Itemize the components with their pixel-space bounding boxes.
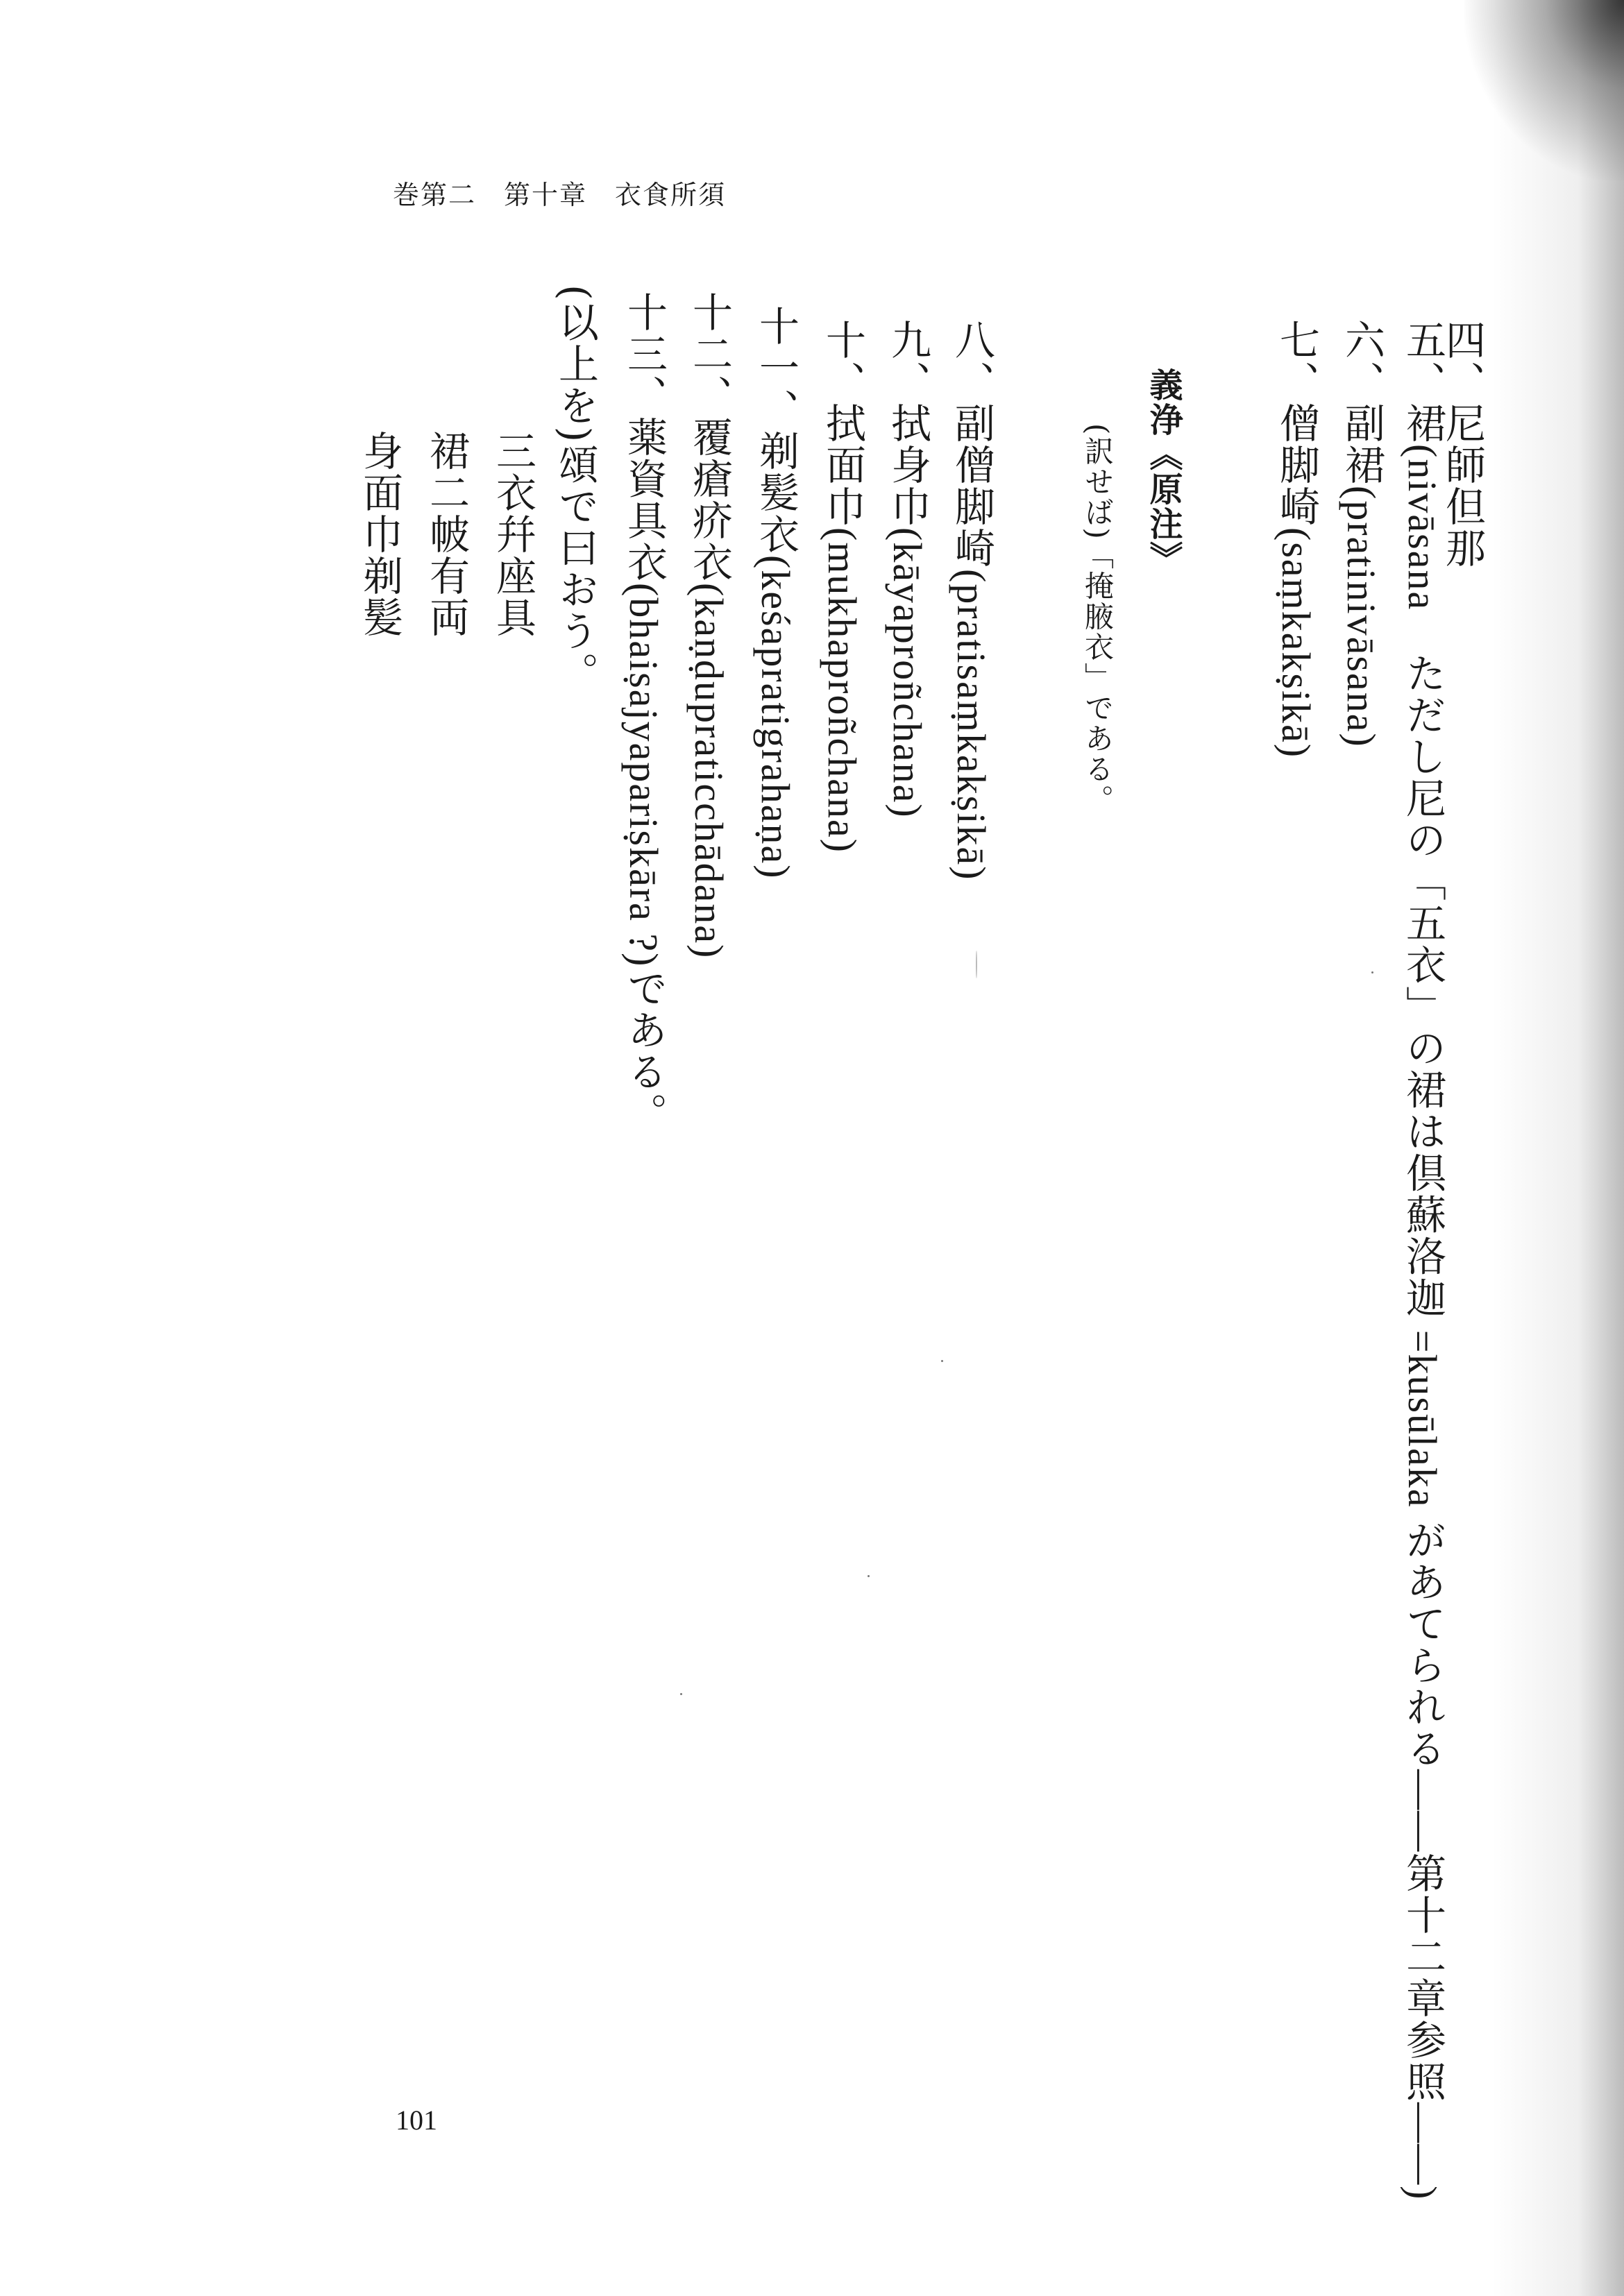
verse-line-3: 身面巾剃髪 <box>356 430 403 638</box>
header-volume: 巻第二 <box>393 180 477 210</box>
header-chapter: 第十章 <box>504 180 588 210</box>
header-title: 衣食所須 <box>615 180 727 210</box>
list-item-9: 九、拭身巾(kāyaproñchana) <box>885 319 930 819</box>
list-item-7: 七、僧脚崎(saṃkakṣikā) <box>1274 319 1319 759</box>
scan-speck <box>941 1360 943 1362</box>
scan-corner-shadow <box>1464 0 1624 180</box>
list-item-5: 五、裙(nivāsana ただし尼の「五衣」の裙は倶蘇洛迦 =kusūlaka があてられる――第十二章参照――) <box>1400 319 1445 2201</box>
scan-speck <box>680 1693 682 1695</box>
scan-speck <box>868 1575 870 1577</box>
verse-line-1: 三衣幷座具 <box>489 430 536 638</box>
verse-line-2: 裙二帔有両 <box>423 430 470 638</box>
page-number: 101 <box>396 2104 437 2136</box>
scan-speck <box>976 951 977 978</box>
list-item-13: 十三、薬資具衣(bhaiṣajyapariṣkāra ?)である。 <box>621 291 666 1134</box>
scan-speck <box>1371 971 1373 973</box>
note-heading: 義浄《原注》 <box>1144 368 1183 576</box>
list-item-12: 十二、覆瘡疥衣(kaṇḍupraticchādana) <box>686 291 731 960</box>
list-item-6: 六、副裙(pratinivāsana) <box>1339 319 1384 748</box>
note-text: (訳せば)「掩腋衣」である。 <box>1081 423 1115 815</box>
list-item-4: 四、尼師但那 <box>1439 319 1486 569</box>
verse-intro: (以上を)頌で曰おう。 <box>552 284 599 694</box>
running-header <box>393 173 754 212</box>
list-item-10: 十、拭面巾(mukhaproñchana) <box>820 319 865 854</box>
list-item-11: 十一、剃髪衣(keśapratigrahaṇa) <box>753 305 798 880</box>
scan-edge-shadow <box>1492 0 1624 2296</box>
list-item-8: 八、副僧脚崎(pratisaṃkakṣikā) <box>949 319 994 881</box>
